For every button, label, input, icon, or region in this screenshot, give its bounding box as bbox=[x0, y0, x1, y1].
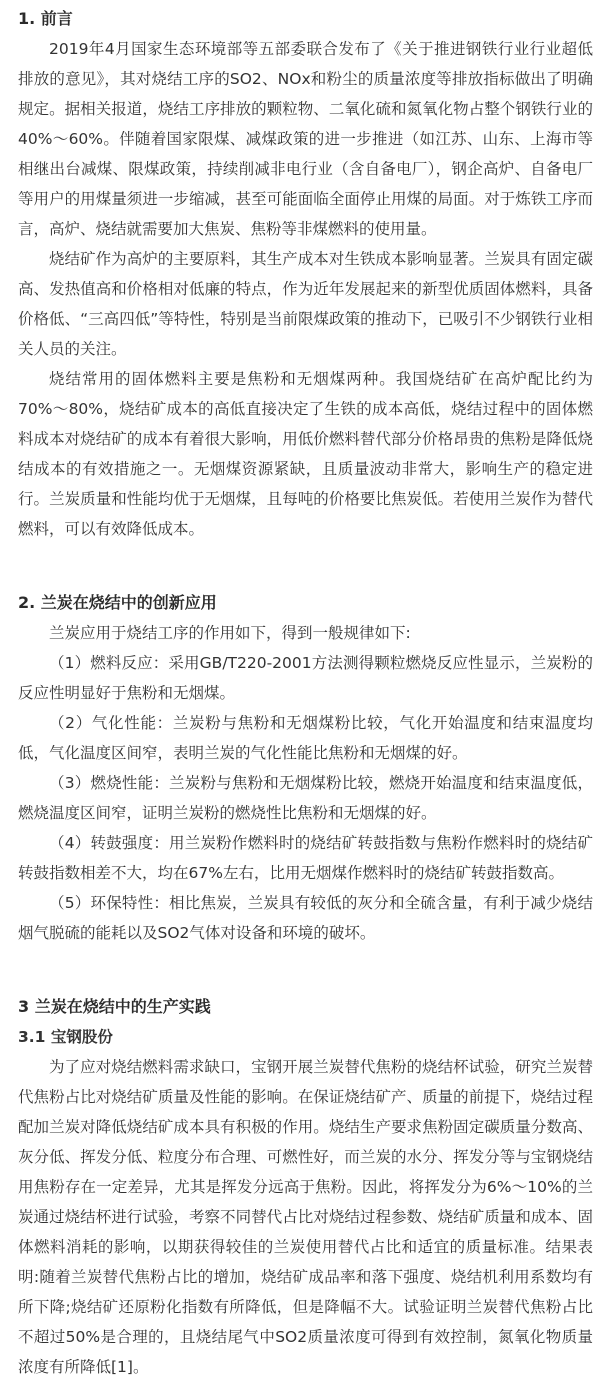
list-item: （3）燃烧性能：兰炭粉与焦粉和无烟煤粉比较，燃烧开始温度和结束温度低，燃烧温度区间窄，证明兰炭粉的燃烧性比焦粉和无烟煤的好。 bbox=[18, 774, 593, 822]
section-spacer bbox=[18, 544, 593, 588]
list-item: （4）转鼓强度：用兰炭粉作燃料时的烧结矿转鼓指数与焦粉作燃料时的烧结矿转鼓指数相差不大，均在67%左右，比用无烟煤作燃料时的烧结矿转鼓指数高。 bbox=[18, 834, 593, 882]
section-heading: 3 兰炭在烧结中的生产实践 bbox=[18, 997, 211, 1016]
article bbox=[0, 4, 607, 1376]
list-item: （2）气化性能：兰炭粉与焦粉和无烟煤粉比较，气化开始温度和结束温度均低，气化温度区间窄，表明兰炭的气化性能比焦粉和无烟煤的好。 bbox=[18, 714, 593, 762]
section-spacer bbox=[18, 948, 593, 992]
section-practice bbox=[18, 992, 593, 1382]
list-item: （5）环保特性：相比焦炭，兰炭具有较低的灰分和全硫含量，有利于减少烧结烟气脱硫的能耗以及SO2气体对设备和环境的破坏。 bbox=[18, 894, 593, 942]
paragraph: 烧结常用的固体燃料主要是焦粉和无烟煤两种。我国烧结矿在高炉配比约为70%～80%，烧结矿成本的高低直接决定了生铁的成本高低，烧结过程中的固体燃料成本对烧结矿的成本有着很大影响，用低价燃料替代部分价格昂贵的焦粉是降低烧结成本的有效措施之一。无烟煤资源紧缺，且质量波动非常大，影响生产的稳定进行。兰炭质量和性能均优于无烟煤，且每吨的价格要比焦炭低。若使用兰炭作为替代燃料，可以有效降低成本。 bbox=[18, 370, 593, 538]
paragraph: 2019年4月国家生态环境部等五部委联合发布了《关于推进钢铁行业行业超低排放的意见》，其对烧结工序的SO2、NOx和粉尘的质量浓度等排放指标做出了明确规定。据相关报道，烧结工序排放的颗粒物、二氧化硫和氮氧化物占整个钢铁行业的40%～60%。伴随着国家限煤、减煤政策的进一步推进（如江苏、山东、上海市等相继出台减煤、限煤政策，持续削减非电行业（含自备电厂），钢企高炉、自备电厂等用户的用煤量须进一步缩减，甚至可能面临全面停止用煤的局面。对于炼铁工序而言，高炉、烧结就需要加大焦炭、焦粉等非煤燃料的使用量。 bbox=[18, 40, 593, 238]
section-heading: 2. 兰炭在烧结中的创新应用 bbox=[18, 593, 217, 612]
paragraph: 为了应对烧结燃料需求缺口，宝钢开展兰炭替代焦粉的烧结杯试验，研究兰炭替代焦粉占比对烧结矿质量及性能的影响。在保证烧结矿产、质量的前提下，烧结过程配加兰炭对降低烧结矿成本具有积极的作用。烧结生产要求焦粉固定碳质量分数高、灰分低、挥发分低、粒度分布合理、可燃性好，而兰炭的水分、挥发分等与宝钢烧结用焦粉存在一定差异，尤其是挥发分远高于焦粉。因此，将挥发分为6%～10%的兰炭通过烧结杯进行试验，考察不同替代占比对烧结过程参数、烧结矿质量和成本、固体燃料消耗的影响，以期获得较佳的兰炭使用替代占比和适宜的质量标准。结果表明:随着兰炭替代焦粉占比的增加，烧结矿成品率和落下强度、烧结机利用系数均有所下降;烧结矿还原粉化指数有所降低，但是降幅不大。试验证明兰炭替代焦粉占比不超过50%是合理的，且烧结尾气中SO2质量浓度可得到有效控制，氮氧化物质量浓度有所降低[1]。 bbox=[18, 1058, 593, 1376]
section-innovation bbox=[18, 588, 593, 948]
section-preface bbox=[18, 4, 593, 544]
section-heading: 1. 前言 bbox=[18, 9, 73, 28]
paragraph: 兰炭应用于烧结工序的作用如下，得到一般规律如下: bbox=[49, 624, 411, 642]
subsection-heading: 3.1 宝钢股份 bbox=[18, 1028, 113, 1046]
list-item: （1）燃料反应：采用GB/T220-2001方法测得颗粒燃烧反应性显示，兰炭粉的反应性明显好于焦粉和无烟煤。 bbox=[18, 654, 593, 702]
paragraph: 烧结矿作为高炉的主要原料，其生产成本对生铁成本影响显著。兰炭具有固定碳高、发热值高和价格相对低廉的特点，作为近年发展起来的新型优质固体燃料，具备价格低、“三高四低”等特性，特别是当前限煤政策的推动下，已吸引不少钢铁行业相关人员的关注。 bbox=[18, 250, 593, 358]
